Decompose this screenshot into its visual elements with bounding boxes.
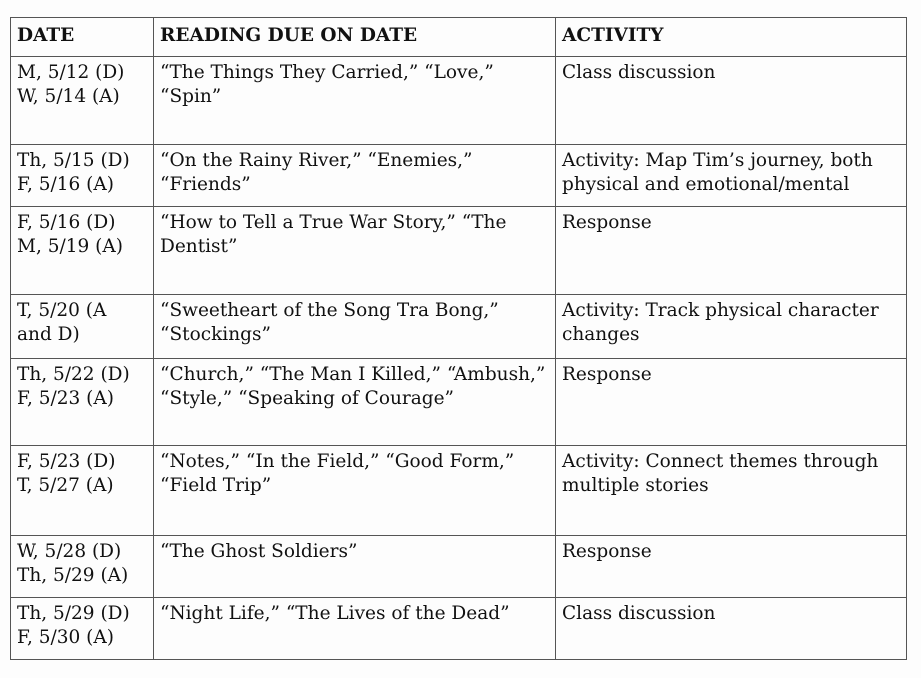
table-row bbox=[11, 57, 907, 145]
activity-cell: Response bbox=[556, 359, 907, 446]
activity-cell: Activity: Map Tim’s journey, both physical and emotional/mental bbox=[556, 145, 907, 207]
date-cell: Th, 5/29 (D) F, 5/30 (A) bbox=[11, 598, 154, 660]
header-row bbox=[11, 18, 907, 57]
header-date: DATE bbox=[11, 18, 154, 57]
date-cell: F, 5/16 (D) M, 5/19 (A) bbox=[11, 207, 154, 295]
table-row bbox=[11, 207, 907, 295]
date-cell: M, 5/12 (D) W, 5/14 (A) bbox=[11, 57, 154, 145]
activity-cell: Response bbox=[556, 536, 907, 598]
date-cell: Th, 5/15 (D) F, 5/16 (A) bbox=[11, 145, 154, 207]
date-cell: F, 5/23 (D) T, 5/27 (A) bbox=[11, 446, 154, 536]
table-row bbox=[11, 598, 907, 660]
reading-cell: “Night Life,” “The Lives of the Dead” bbox=[154, 598, 556, 660]
table-row bbox=[11, 446, 907, 536]
table-row bbox=[11, 295, 907, 359]
activity-cell: Class discussion bbox=[556, 57, 907, 145]
reading-cell: “The Ghost Soldiers” bbox=[154, 536, 556, 598]
reading-cell: “Notes,” “In the Field,” “Good Form,” “Field Trip” bbox=[154, 446, 556, 536]
activity-cell: Activity: Connect themes through multiple stories bbox=[556, 446, 907, 536]
date-cell: W, 5/28 (D) Th, 5/29 (A) bbox=[11, 536, 154, 598]
reading-cell: “Church,” “The Man I Killed,” “Ambush,” “Style,” “Speaking of Courage” bbox=[154, 359, 556, 446]
activity-cell: Response bbox=[556, 207, 907, 295]
header-activity: ACTIVITY bbox=[556, 18, 907, 57]
header-reading: READING DUE ON DATE bbox=[154, 18, 556, 57]
reading-cell: “Sweetheart of the Song Tra Bong,” “Stockings” bbox=[154, 295, 556, 359]
activity-cell: Class discussion bbox=[556, 598, 907, 660]
reading-schedule-table bbox=[10, 17, 907, 660]
table-row bbox=[11, 359, 907, 446]
reading-cell: “How to Tell a True War Story,” “The Dentist” bbox=[154, 207, 556, 295]
reading-cell: “On the Rainy River,” “Enemies,” “Friends” bbox=[154, 145, 556, 207]
date-cell: Th, 5/22 (D) F, 5/23 (A) bbox=[11, 359, 154, 446]
reading-cell: “The Things They Carried,” “Love,” “Spin” bbox=[154, 57, 556, 145]
table-row bbox=[11, 145, 907, 207]
activity-cell: Activity: Track physical character changes bbox=[556, 295, 907, 359]
table-row bbox=[11, 536, 907, 598]
date-cell: T, 5/20 (A and D) bbox=[11, 295, 154, 359]
